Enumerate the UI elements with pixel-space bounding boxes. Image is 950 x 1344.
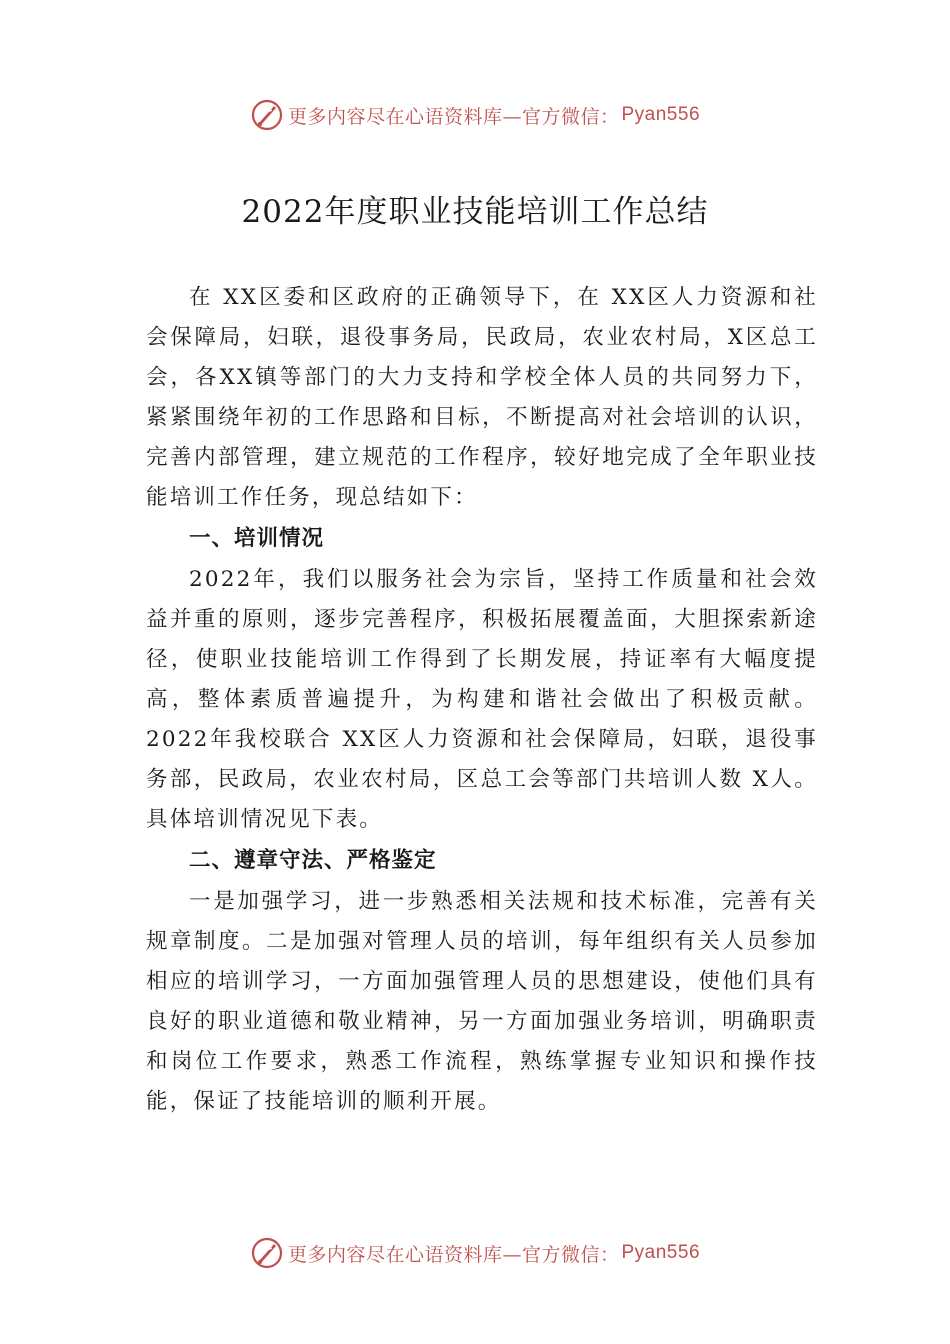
watermark-handle: Pyan556 [621, 104, 701, 125]
watermark-text: 更多内容尽在心语资料库—官方微信： [287, 1243, 620, 1266]
quill-seal-icon [250, 1236, 284, 1270]
section-heading-training: 一、培训情况 [189, 526, 325, 551]
watermark-footer [0, 1233, 950, 1273]
watermark-handle: Pyan556 [621, 1242, 701, 1263]
section-paragraph-compliance: 一是加强学习，进一步熟悉相关法规和技术标准，完善有关规章制度。二是加强对管理人员的培训，每年组织有关人员参加相应的培训学习，一方面加强管理人员的思想建设，使他们具有良好的职业道德和敬业精神，另一方面加强业务培训，明确职责和岗位工作要求，熟悉工作流程，熟练掌握专业知识和操作技能，保证了技能培训的顺利开展。 [146, 889, 818, 1114]
quill-seal-icon [250, 98, 284, 132]
section-heading-compliance: 二、遵章守法、严格鉴定 [189, 848, 437, 873]
section-paragraph-training: 2022年，我们以服务社会为宗旨，坚持工作质量和社会效益并重的原则，逐步完善程序，积极拓展覆盖面，大胆探索新途径，使职业技能培训工作得到了长期发展，持证率有大幅度提高，整体素质普遍提升，为构建和谐社会做出了积极贡献。2022年我校联合 XX区人力资源和社会保障局，妇联，退役事务部，民政局，农业农村局，区总工会等部门共培训人数 X人。具体培训情况见下表。 [146, 567, 818, 832]
watermark-text: 更多内容尽在心语资料库—官方微信： [287, 105, 620, 128]
document-title: 2022年度职业技能培训工作总结 [241, 194, 709, 230]
watermark-header [0, 95, 950, 135]
document-body [146, 278, 818, 1122]
intro-paragraph: 在 XX区委和区政府的正确领导下，在 XX区人力资源和社会保障局，妇联，退役事务局，民政局，农业农村局，X区总工会，各XX镇等部门的大力支持和学校全体人员的共同努力下，紧紧围绕年初的工作思路和目标，不断提高对社会培训的认识，完善内部管理，建立规范的工作程序，较好地完成了全年职业技能培训工作任务，现总结如下： [146, 285, 818, 510]
